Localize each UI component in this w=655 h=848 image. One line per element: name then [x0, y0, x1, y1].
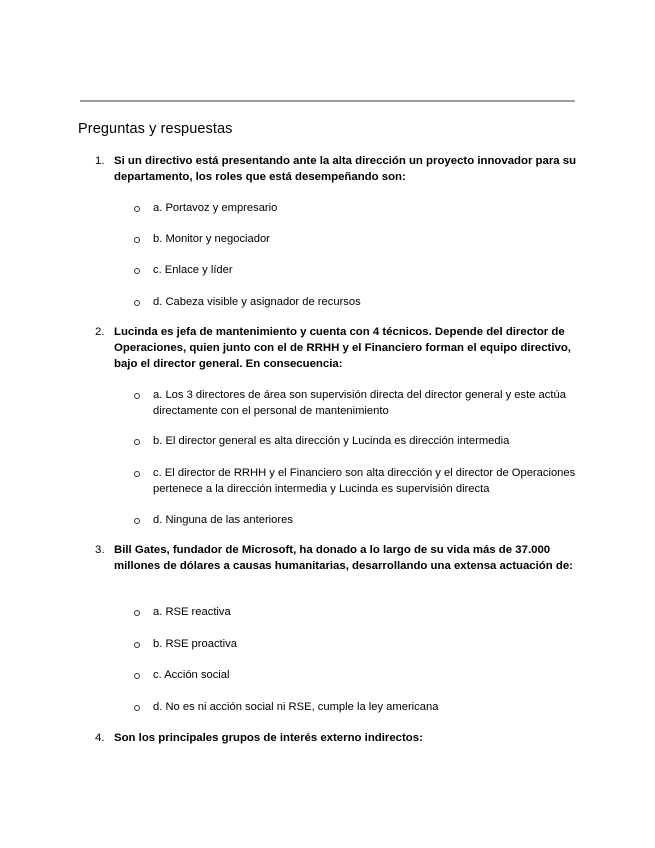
question-text: Lucinda es jefa de mantenimiento y cuenta con 4 técnicos. Depende del director de Operaciones, quien junto con el de RRHH y el Financiero forman el equipo directivo, bajo el director general. En consecuencia:	[114, 326, 571, 370]
option-text: c. Acción social	[153, 669, 230, 681]
question-3	[95, 542, 585, 574]
question-text: Si un directivo está presentando ante la alta dirección un proyecto innovador para su departamento, los roles que está desempeñando son:	[114, 155, 577, 183]
question-number: 3.	[95, 544, 105, 556]
option-text: b. El director general es alta dirección y Lucinda es dirección intermedia	[153, 435, 510, 447]
question-text: Bill Gates, fundador de Microsoft, ha donado a lo largo de su vida más de 37.000 millones de dólares a causas humanitarias, desarrollando una extensa actuación de:	[114, 544, 573, 572]
circle-bullet-icon	[134, 300, 140, 306]
question-number: 1.	[95, 155, 105, 167]
option-text: a. Los 3 directores de área son supervisión directa del director general y este actúa directamente con el personal de mantenimiento	[153, 389, 566, 417]
circle-bullet-icon	[134, 268, 140, 274]
circle-bullet-icon	[134, 237, 140, 243]
circle-bullet-icon	[134, 705, 140, 711]
circle-bullet-icon	[134, 518, 140, 524]
option-text: c. Enlace y líder	[153, 264, 233, 276]
q3-option-c	[134, 667, 594, 683]
horizontal-divider	[80, 100, 575, 102]
q1-option-d	[134, 294, 594, 310]
option-text: a. RSE reactiva	[153, 606, 231, 618]
section-title: Preguntas y respuestas	[78, 121, 233, 137]
circle-bullet-icon	[134, 610, 140, 616]
option-text: a. Portavoz y empresario	[153, 202, 278, 214]
q3-option-a	[134, 604, 594, 620]
option-text: b. Monitor y negociador	[153, 233, 270, 245]
q1-option-a	[134, 200, 594, 216]
question-number: 2.	[95, 326, 105, 338]
option-text: c. El director de RRHH y el Financiero son alta dirección y el director de Operaciones pertenece a la dirección intermedia y Lucinda es supervisión directa	[153, 467, 576, 495]
question-1	[95, 153, 585, 185]
q3-option-b	[134, 636, 594, 652]
circle-bullet-icon	[134, 673, 140, 679]
q2-option-a	[134, 387, 594, 419]
q2-option-b	[134, 433, 594, 449]
circle-bullet-icon	[134, 206, 140, 212]
circle-bullet-icon	[134, 393, 140, 399]
option-text: b. RSE proactiva	[153, 638, 237, 650]
q2-option-d	[134, 512, 594, 528]
q3-option-d	[134, 699, 594, 715]
question-4	[95, 730, 585, 746]
q1-option-c	[134, 262, 594, 278]
option-text: d. Ninguna de las anteriores	[153, 514, 293, 526]
circle-bullet-icon	[134, 642, 140, 648]
circle-bullet-icon	[134, 471, 140, 477]
option-text: d. Cabeza visible y asignador de recursos	[153, 296, 361, 308]
circle-bullet-icon	[134, 439, 140, 445]
q1-option-b	[134, 231, 594, 247]
question-text: Son los principales grupos de interés externo indirectos:	[114, 732, 423, 744]
option-text: d. No es ni acción social ni RSE, cumple la ley americana	[153, 701, 439, 713]
question-number: 4.	[95, 732, 105, 744]
q2-option-c	[134, 465, 594, 497]
question-2	[95, 324, 585, 372]
